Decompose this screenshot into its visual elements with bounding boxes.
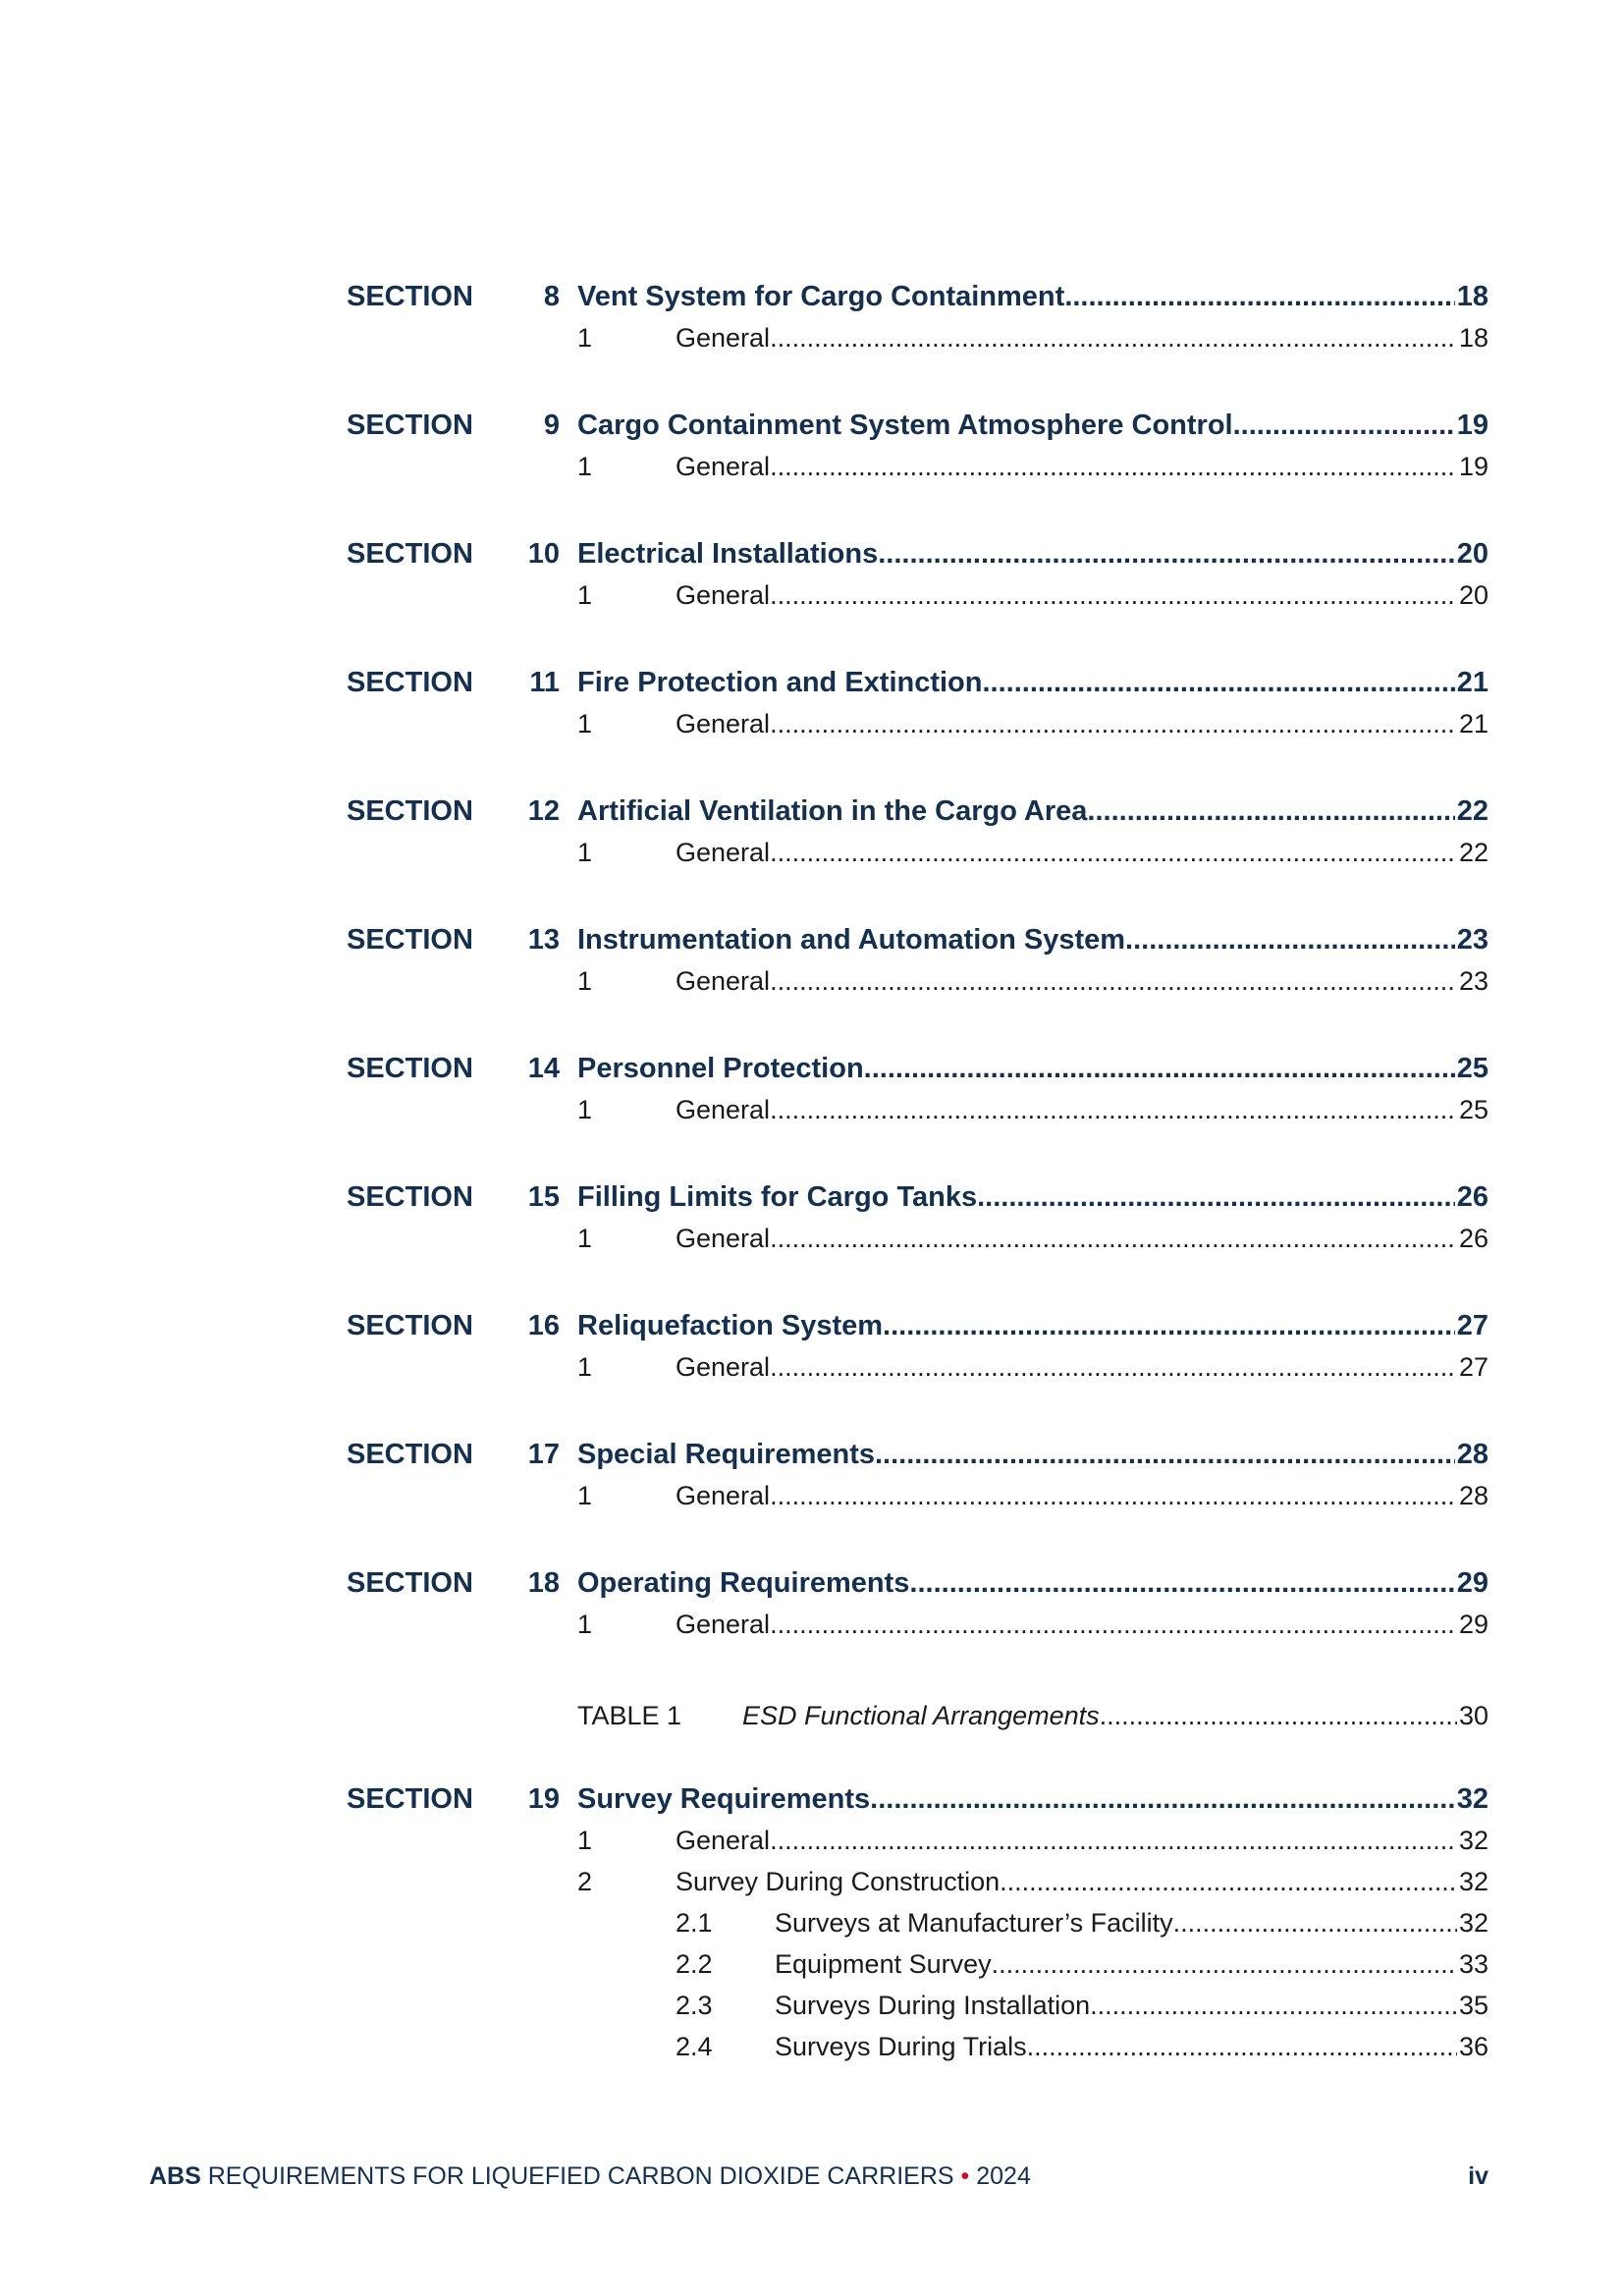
entry-number: 1 (577, 1095, 593, 1124)
entry-link[interactable] (676, 1605, 1488, 1644)
page-number: 21 (1458, 709, 1488, 738)
footer-year: 2024 (976, 2162, 1031, 2190)
footer-title: REQUIREMENTS FOR LIQUEFIED CARBON DIOXIDE CARRIERS (207, 2162, 954, 2190)
entry-link[interactable] (676, 1090, 1488, 1129)
section-number: 19 (527, 1783, 560, 1815)
entry-link[interactable] (676, 833, 1488, 872)
leader-dots (1087, 792, 1454, 831)
section-label: SECTION (347, 667, 473, 698)
section-number: 15 (527, 1181, 560, 1213)
section-title-link-text: Instrumentation and Automation System (577, 924, 1126, 956)
entry-link-text: General (676, 709, 771, 738)
leader-dots (770, 447, 1457, 486)
section-number: 13 (527, 924, 560, 956)
page-number: 27 (1456, 1310, 1488, 1341)
subentry-link-text: Surveys During Trials (775, 2032, 1027, 2061)
entry-number: 2 (577, 1867, 593, 1896)
page-number: 28 (1456, 1439, 1488, 1470)
page-number: 32 (1456, 1783, 1488, 1815)
section-heading (0, 406, 1623, 445)
section-title-link-text: Special Requirements (577, 1439, 875, 1470)
entry-link[interactable] (676, 1821, 1488, 1860)
leader-dots (770, 1347, 1457, 1387)
subentry-link-text: Surveys at Manufacturer’s Facility (775, 1908, 1173, 1938)
section-title-link-text: Electrical Installations (577, 538, 879, 570)
subentry-number: 2.1 (676, 1908, 713, 1938)
page-number: 22 (1458, 838, 1488, 867)
entry-link[interactable] (676, 1476, 1488, 1515)
entry-link[interactable] (676, 961, 1488, 1001)
section-number: 11 (529, 667, 560, 698)
leader-dots (977, 1177, 1455, 1217)
leader-dots (883, 1306, 1455, 1345)
section-label: SECTION (347, 1053, 473, 1084)
section-title-link[interactable] (577, 663, 1488, 702)
entry-number: 1 (577, 709, 593, 738)
toc-entry (0, 1476, 1623, 1515)
leader-dots (870, 1779, 1455, 1819)
toc-entry (0, 318, 1623, 357)
table-label: TABLE 1 (577, 1701, 682, 1730)
toc-entry (0, 1862, 1623, 1901)
section-title-link-text: Fire Protection and Extinction (577, 667, 983, 698)
leader-dots (770, 1219, 1457, 1258)
section-number: 8 (543, 281, 560, 312)
page-number: 35 (1458, 1991, 1488, 2020)
leader-dots (1027, 2027, 1457, 2066)
toc-entry (0, 1821, 1623, 1860)
footer-separator: • (960, 2162, 970, 2190)
page-number: 29 (1458, 1610, 1488, 1639)
page-footer (149, 2157, 1488, 2196)
subentry-link-text: Equipment Survey (775, 1949, 992, 1979)
leader-dots (1064, 277, 1454, 316)
leader-dots (1125, 920, 1455, 959)
section-label: SECTION (347, 1567, 473, 1599)
page-number: 29 (1456, 1567, 1488, 1599)
section-label: SECTION (347, 1310, 473, 1341)
section-title-link[interactable] (577, 1779, 1488, 1819)
subentry-link[interactable] (775, 1903, 1488, 1942)
section-heading (0, 1779, 1623, 1819)
entry-link-text: General (676, 1481, 771, 1510)
leader-dots (1100, 1696, 1457, 1735)
subentry-link[interactable] (775, 1986, 1488, 2025)
section-heading (0, 920, 1623, 959)
toc-subentry (0, 1944, 1623, 1984)
toc-entry (0, 447, 1623, 486)
entry-number: 1 (577, 838, 593, 867)
leader-dots (770, 961, 1457, 1001)
leader-dots (878, 534, 1455, 574)
page-number: 21 (1456, 667, 1488, 698)
entry-link-text: General (676, 580, 771, 610)
page-number: 36 (1458, 2032, 1488, 2061)
section-label: SECTION (347, 1181, 473, 1213)
section-heading (0, 1306, 1623, 1345)
section-heading (0, 1563, 1623, 1603)
section-title-link-text: Artificial Ventilation in the Cargo Area (577, 795, 1088, 827)
leader-dots (1173, 1903, 1457, 1942)
entry-link-text: General (676, 1610, 771, 1639)
toc-entry (0, 833, 1623, 872)
toc-entry (0, 704, 1623, 743)
section-number: 14 (527, 1053, 560, 1084)
entry-number: 1 (577, 1610, 593, 1639)
toc-entry (0, 1090, 1623, 1129)
section-title-link-text: Reliquefaction System (577, 1310, 884, 1341)
page-number: 32 (1458, 1826, 1488, 1855)
page-number: 20 (1456, 538, 1488, 570)
page-number: 25 (1458, 1095, 1488, 1124)
subentry-link[interactable] (775, 2027, 1488, 2066)
toc-subentry (0, 1986, 1623, 2025)
leader-dots (770, 318, 1457, 357)
entry-link-text: General (676, 966, 771, 996)
section-title-link[interactable] (577, 920, 1488, 959)
section-label: SECTION (347, 1783, 473, 1815)
leader-dots (864, 1049, 1455, 1088)
section-heading (0, 792, 1623, 831)
leader-dots (1000, 1862, 1457, 1901)
entry-number: 1 (577, 1224, 593, 1253)
section-heading (0, 1049, 1623, 1088)
page-number: 19 (1458, 452, 1488, 481)
entry-link[interactable] (676, 447, 1488, 486)
entry-link-text: General (676, 323, 771, 353)
toc-subentry (0, 1903, 1623, 1942)
entry-link-text: General (676, 452, 771, 481)
page-number: 30 (1458, 1701, 1488, 1730)
page-number: 27 (1458, 1352, 1488, 1382)
leader-dots (770, 1476, 1457, 1515)
toc-entry (0, 1347, 1623, 1387)
section-title-link-text: Cargo Containment System Atmosphere Control (577, 410, 1233, 441)
page-number: 19 (1456, 410, 1488, 441)
page-number: 22 (1456, 795, 1488, 827)
entry-number: 1 (577, 580, 593, 610)
leader-dots (770, 1821, 1457, 1860)
section-title-link-text: Survey Requirements (577, 1783, 871, 1815)
entry-number: 1 (577, 1481, 593, 1510)
section-title-link-text: Personnel Protection (577, 1053, 864, 1084)
subentry-link[interactable] (775, 1944, 1488, 1984)
page-number: 32 (1458, 1867, 1488, 1896)
page-number: 23 (1456, 924, 1488, 956)
leader-dots (992, 1944, 1457, 1984)
leader-dots (1090, 1986, 1457, 2025)
section-title-link-text: Vent System for Cargo Containment (577, 281, 1065, 312)
section-label: SECTION (347, 1439, 473, 1470)
section-title-link[interactable] (577, 277, 1488, 316)
section-title-link[interactable] (577, 1563, 1488, 1603)
entry-number: 1 (577, 452, 593, 481)
page-number: 28 (1458, 1481, 1488, 1510)
entry-link-text: General (676, 1095, 771, 1124)
subentry-number: 2.3 (676, 1991, 713, 2020)
section-label: SECTION (347, 538, 473, 570)
leader-dots (770, 1605, 1457, 1644)
toc-subentry (0, 2027, 1623, 2066)
section-heading (0, 663, 1623, 702)
entry-link[interactable] (676, 1347, 1488, 1387)
entry-link-text: General (676, 1352, 771, 1382)
entry-link[interactable] (676, 318, 1488, 357)
page-number: 25 (1456, 1053, 1488, 1084)
entry-link-text: General (676, 1826, 771, 1855)
section-number: 9 (543, 410, 560, 441)
section-number: 16 (527, 1310, 560, 1341)
section-label: SECTION (347, 410, 473, 441)
table-link[interactable] (742, 1696, 1488, 1735)
entry-number: 1 (577, 323, 593, 353)
page-number: 32 (1458, 1908, 1488, 1938)
section-number: 18 (527, 1567, 560, 1599)
leader-dots (770, 704, 1457, 743)
section-title-link[interactable] (577, 1049, 1488, 1088)
section-label: SECTION (347, 924, 473, 956)
section-number: 12 (527, 795, 560, 827)
toc-table-entry (0, 1696, 1623, 1735)
section-heading (0, 534, 1623, 574)
section-title-link[interactable] (577, 406, 1488, 445)
entry-link-text: General (676, 838, 771, 867)
leader-dots (1233, 406, 1455, 445)
entry-number: 1 (577, 1352, 593, 1382)
leader-dots (909, 1563, 1454, 1603)
section-label: SECTION (347, 795, 473, 827)
page-number: 26 (1456, 1181, 1488, 1213)
section-title-link[interactable] (577, 792, 1488, 831)
footer-brand: ABS (149, 2162, 201, 2190)
section-title-link[interactable] (577, 534, 1488, 574)
section-heading (0, 277, 1623, 316)
section-label: SECTION (347, 281, 473, 312)
page-number: 26 (1458, 1224, 1488, 1253)
section-title-link[interactable] (577, 1177, 1488, 1217)
leader-dots (770, 1090, 1457, 1129)
footer-page-number: iv (1468, 2162, 1488, 2190)
entry-number: 1 (577, 1826, 593, 1855)
entry-link[interactable] (676, 1862, 1488, 1901)
toc-entry (0, 575, 1623, 615)
entry-link-text: Survey During Construction (676, 1867, 1001, 1896)
page-number: 18 (1456, 281, 1488, 312)
leader-dots (770, 833, 1457, 872)
section-title-link[interactable] (577, 1306, 1488, 1345)
toc-entry (0, 1605, 1623, 1644)
subentry-link-text: Surveys During Installation (775, 1991, 1091, 2020)
toc-entry (0, 961, 1623, 1001)
page-number: 33 (1458, 1949, 1488, 1979)
leader-dots (770, 575, 1457, 615)
leader-dots (983, 663, 1455, 702)
section-title-link[interactable] (577, 1435, 1488, 1474)
toc-entry (0, 1219, 1623, 1258)
entry-link-text: General (676, 1224, 771, 1253)
section-heading (0, 1177, 1623, 1217)
section-title-link-text: Operating Requirements (577, 1567, 910, 1599)
section-heading (0, 1435, 1623, 1474)
entry-link[interactable] (676, 704, 1488, 743)
page-number: 20 (1458, 580, 1488, 610)
entry-number: 1 (577, 966, 593, 996)
page-number: 23 (1458, 966, 1488, 996)
leader-dots (875, 1435, 1455, 1474)
entry-link[interactable] (676, 575, 1488, 615)
section-title-link-text: Filling Limits for Cargo Tanks (577, 1181, 978, 1213)
entry-link[interactable] (676, 1219, 1488, 1258)
subentry-number: 2.4 (676, 2032, 713, 2061)
page-number: 18 (1458, 323, 1488, 353)
table-link-text: ESD Functional Arrangements (742, 1701, 1100, 1730)
section-number: 17 (527, 1439, 560, 1470)
subentry-number: 2.2 (676, 1949, 713, 1979)
section-number: 10 (527, 538, 560, 570)
